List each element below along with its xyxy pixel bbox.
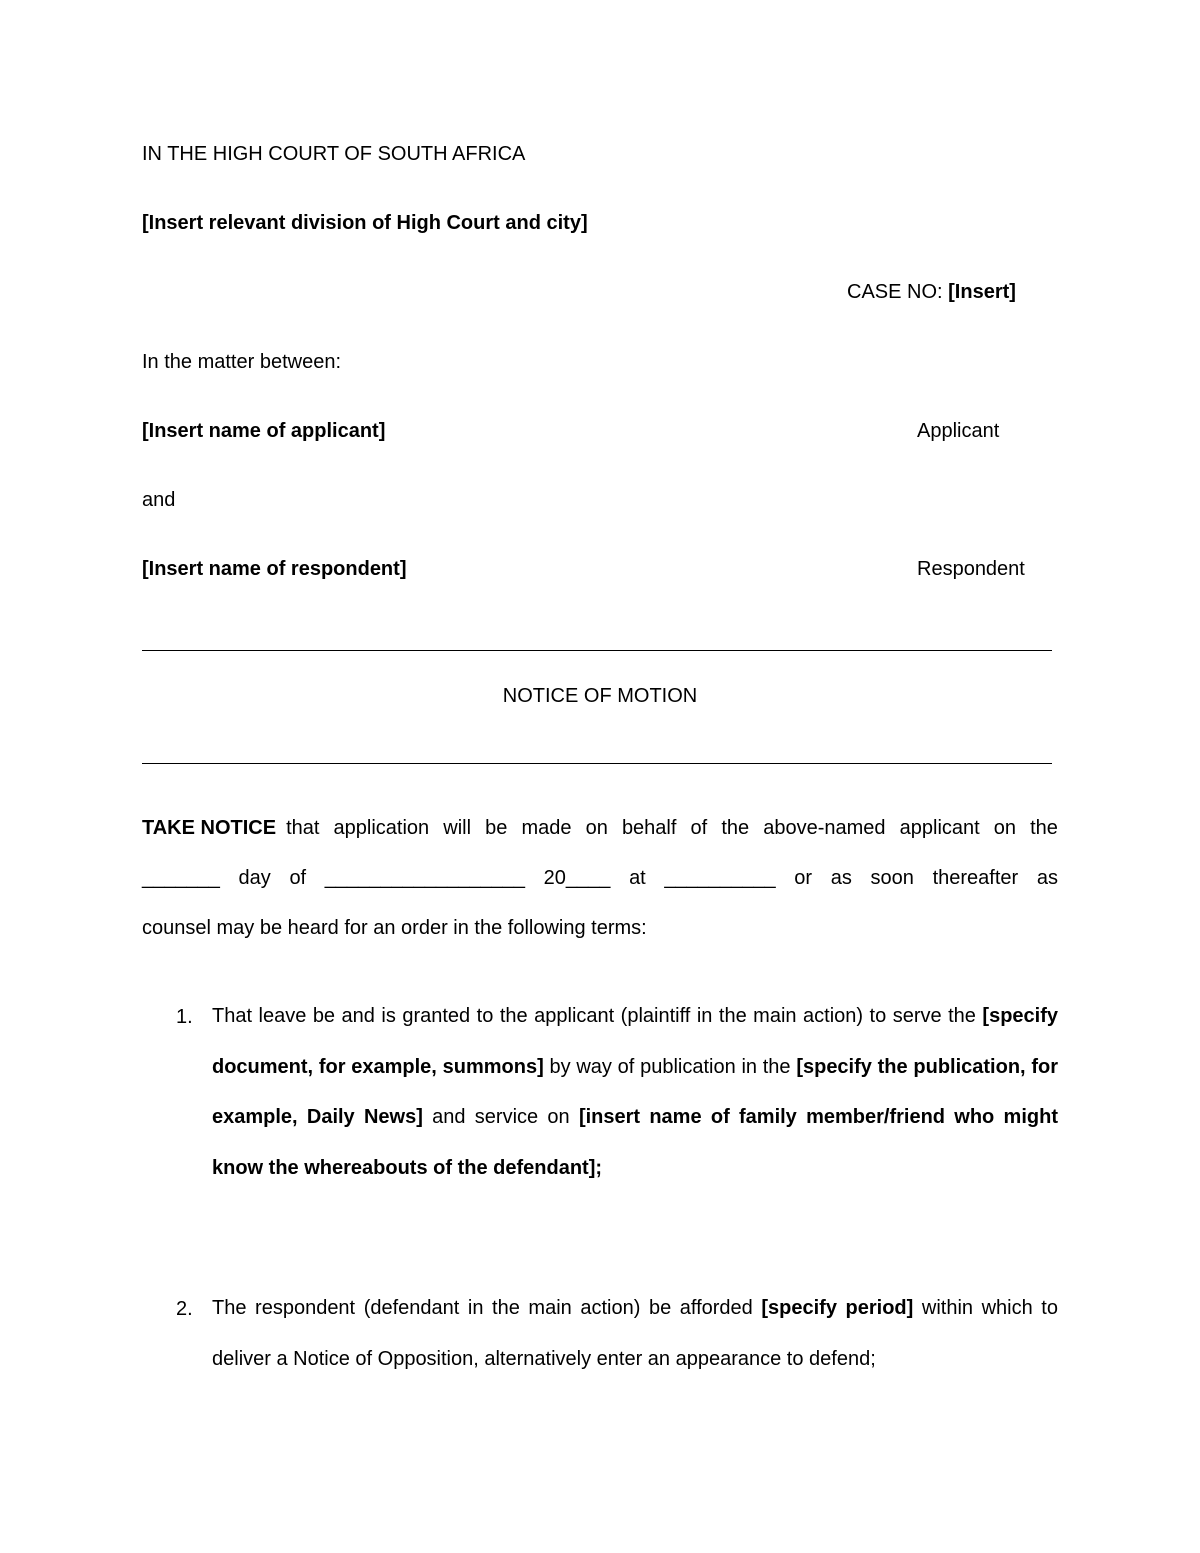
order-1-family-member: [insert name of family member/friend who might know the whereabouts of the defendant]; bbox=[212, 1106, 1058, 1179]
matter-intro: In the matter between: bbox=[142, 351, 342, 373]
case-number-value: [Insert] bbox=[948, 281, 1016, 303]
notice-lead: TAKE NOTICE bbox=[142, 817, 277, 839]
document-title: NOTICE OF MOTION bbox=[502, 685, 698, 707]
notice-line-1-word: on bbox=[993, 817, 1017, 839]
notice-line-1-word: of bbox=[690, 817, 708, 839]
divider-top bbox=[142, 650, 1052, 651]
divider-bottom bbox=[142, 763, 1052, 764]
notice-line-1-word: application bbox=[333, 817, 430, 839]
party-conjunction: and bbox=[142, 489, 176, 511]
notice-line-1-word: above-named bbox=[763, 817, 886, 839]
order-2-seg3: within which to deliver a Notice of Opposition, alternatively enter an appearance to defend; bbox=[212, 1297, 1058, 1370]
case-number-label: CASE NO: bbox=[847, 281, 949, 303]
notice-line-1-word: on bbox=[585, 817, 608, 839]
order-1-seg3: by way of publication in the bbox=[543, 1055, 797, 1078]
applicant-role: Applicant bbox=[917, 420, 1000, 442]
notice-line-2-word: soon bbox=[870, 867, 914, 889]
notice-line-1-word: the bbox=[721, 817, 750, 839]
blank-field: 20____ bbox=[543, 867, 611, 889]
respondent-role: Respondent bbox=[917, 558, 1025, 580]
notice-line-1 bbox=[142, 816, 1058, 840]
order-1-publication: [specify the publication, for example, Daily News] bbox=[212, 1055, 1059, 1128]
order-1-seg1: That leave be and is granted to the applicant (plaintiff in the main action) to serve the bbox=[212, 1005, 983, 1027]
notice-line-1-rest bbox=[276, 816, 1058, 840]
notice-line-2-word: thereafter bbox=[932, 867, 1019, 889]
applicant-name: [Insert name of applicant] bbox=[142, 420, 386, 442]
court-division: [Insert relevant division of High Court and city] bbox=[142, 212, 588, 234]
order-1-document: [specify document, for example, summons] bbox=[212, 1005, 1058, 1078]
blank-field: __________________ bbox=[324, 867, 525, 889]
notice-line-2-word: as bbox=[1036, 867, 1058, 889]
respondent-name: [Insert name of respondent] bbox=[142, 558, 407, 580]
notice-line-1-word: made bbox=[521, 817, 572, 839]
blank-field: _______ bbox=[142, 867, 220, 889]
order-1-number: 1. bbox=[176, 1006, 193, 1028]
notice-line-1-word: behalf bbox=[621, 817, 677, 839]
order-2-number: 2. bbox=[176, 1298, 193, 1320]
order-2-seg1: The respondent (defendant in the main action) be afforded bbox=[212, 1297, 762, 1319]
notice-line-1-word: the bbox=[1030, 817, 1058, 839]
notice-line-1-word: applicant bbox=[899, 817, 980, 839]
order-2-period: [specify period] bbox=[761, 1297, 914, 1319]
notice-line-1-word: that bbox=[286, 817, 320, 839]
order-1-seg5: and service on bbox=[422, 1106, 579, 1128]
notice-line-2-word: as bbox=[830, 867, 852, 889]
notice-line-1-word: will bbox=[443, 817, 472, 839]
court-name: IN THE HIGH COURT OF SOUTH AFRICA bbox=[142, 143, 526, 165]
notice-line-2-word: day bbox=[238, 867, 271, 889]
notice-line-2-word: of bbox=[289, 867, 307, 889]
order-2-text bbox=[212, 1283, 1058, 1384]
notice-line-3: counsel may be heard for an order in the following terms: bbox=[142, 917, 647, 939]
order-1-text bbox=[212, 991, 1058, 1193]
notice-line-2-word: or bbox=[794, 867, 813, 889]
notice-line-1-word: be bbox=[485, 817, 508, 839]
case-number bbox=[847, 280, 1016, 304]
notice-line-2-word: at bbox=[629, 867, 646, 889]
notice-line-2 bbox=[142, 866, 1058, 890]
blank-field: __________ bbox=[664, 867, 776, 889]
